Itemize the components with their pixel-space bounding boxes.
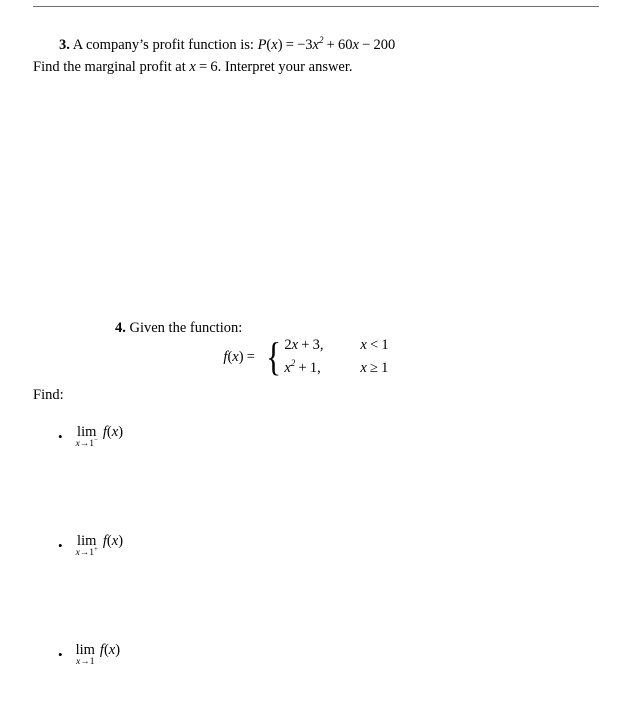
limit-subscript-arrow: → xyxy=(79,439,90,450)
piecewise-row-1-coefficient: 2 xyxy=(284,337,292,353)
limit-expression-two-sided: lim x→1 f ( x ) xyxy=(75,642,121,668)
problem-4-heading xyxy=(115,320,242,337)
piecewise-row-1-constant: 3, xyxy=(312,337,324,353)
formula-equals: = xyxy=(285,37,294,53)
problem-3-number: 3. xyxy=(59,37,70,53)
limit-subscript-target: 1 xyxy=(89,657,95,668)
formula-term2-sign: + xyxy=(326,37,335,53)
limit-operator: lim xyxy=(75,642,95,658)
piecewise-row-2-variable: x xyxy=(284,359,291,376)
piecewise-row-1-condition xyxy=(360,336,388,356)
formula-lhs-variable: x xyxy=(271,37,278,53)
piecewise-function-name: f xyxy=(223,348,228,365)
piecewise-row-1-condition-variable: x xyxy=(360,337,367,353)
limit-subscript xyxy=(76,439,98,449)
piecewise-row-1-relation: < xyxy=(369,337,379,353)
problem-3-line-1 xyxy=(33,34,599,56)
piecewise-row-1-condition-value: 1 xyxy=(381,337,389,353)
limit-function-variable: x xyxy=(111,424,119,440)
limit-item-two-sided xyxy=(58,642,120,668)
problem-3-instruction-post: Interpret your answer. xyxy=(224,59,353,76)
limit-function-variable: x xyxy=(108,642,116,658)
formula-term3-sign: − xyxy=(362,37,371,53)
limit-item-right xyxy=(58,533,123,559)
limit-subscript-variable: x xyxy=(75,548,80,559)
piecewise-row-2-expression xyxy=(284,359,346,379)
piecewise-row-2-condition xyxy=(360,359,388,379)
bullet-icon: • xyxy=(58,429,63,444)
limit-function-name: f xyxy=(99,642,104,658)
problem-3-value: 6. xyxy=(210,59,222,76)
problem-3-equals: = xyxy=(199,59,208,76)
profit-function-formula: $P(x) = -3x^2 + 60x - 200$ xyxy=(257,35,396,53)
limit-item-left xyxy=(58,424,123,450)
piecewise-row-2-constant: 1, xyxy=(309,359,321,376)
piecewise-function xyxy=(0,333,624,379)
problem-4-number: 4. xyxy=(115,320,126,336)
piecewise-row-2-operator: + xyxy=(298,359,307,376)
piecewise-row-1 xyxy=(284,336,388,356)
formula-term1-sign: − xyxy=(297,37,306,53)
limit-subscript-sign: + xyxy=(94,546,98,554)
piecewise-row-2-exponent: 2 xyxy=(290,357,296,368)
piecewise-brace-icon: { xyxy=(266,333,282,379)
problem-3-instruction-pre: Find the marginal profit at xyxy=(33,59,186,76)
limit-subscript-arrow: → xyxy=(79,548,90,559)
problem-4-statement: Given the function: xyxy=(129,320,243,336)
limit-function-variable: x xyxy=(111,533,119,549)
bullet-icon: • xyxy=(58,538,63,553)
limit-function-name: f xyxy=(102,533,107,549)
piecewise-row-2 xyxy=(284,359,388,379)
limit-expression-left: lim x→1− f ( x ) xyxy=(75,424,124,450)
formula-term3-value: 200 xyxy=(373,37,396,53)
find-label: Find: xyxy=(33,387,64,403)
limit-subscript xyxy=(76,548,98,558)
piecewise-row-2-condition-variable: x xyxy=(360,359,367,376)
piecewise-row-2-condition-value: 1 xyxy=(381,359,389,376)
problem-3-statement: A company’s profit function is: xyxy=(72,37,254,53)
limit-subscript-target: 1 xyxy=(89,548,95,559)
limit-expression-right: lim x→1+ f ( x ) xyxy=(75,533,124,559)
limit-subscript-sign: − xyxy=(94,437,98,445)
limit-subscript-target: 1 xyxy=(89,439,95,450)
limit-operator: lim xyxy=(77,424,97,440)
formula-term1-variable: x xyxy=(312,37,319,53)
piecewise-lhs-variable: x xyxy=(232,348,239,365)
problem-3-variable: x xyxy=(189,59,196,76)
formula-term1-exponent: 2 xyxy=(318,35,324,46)
limit-subscript-variable: x xyxy=(76,657,81,668)
limit-subscript xyxy=(76,657,94,667)
formula-term2-coefficient: 60 xyxy=(338,37,353,53)
problem-3-line-2 xyxy=(33,56,599,78)
limit-function-name: f xyxy=(102,424,107,440)
piecewise-row-1-expression xyxy=(284,336,346,356)
piecewise-lhs: f(x) = xyxy=(223,348,255,365)
piecewise-equals: = xyxy=(246,348,255,365)
limit-operator: lim xyxy=(77,533,97,549)
limit-subscript-arrow: → xyxy=(80,657,90,668)
formula-term2-variable: x xyxy=(352,37,359,53)
formula-term1-coefficient: 3 xyxy=(305,37,313,53)
problem-3 xyxy=(33,34,599,79)
header-rule xyxy=(33,6,599,7)
bullet-icon: • xyxy=(58,647,63,662)
piecewise-row-1-operator: + xyxy=(301,337,310,353)
piecewise-row-1-variable: x xyxy=(291,337,299,353)
formula-function-name: P xyxy=(257,37,267,53)
limit-subscript-variable: x xyxy=(75,439,80,450)
piecewise-row-2-relation: ≥ xyxy=(369,359,378,376)
